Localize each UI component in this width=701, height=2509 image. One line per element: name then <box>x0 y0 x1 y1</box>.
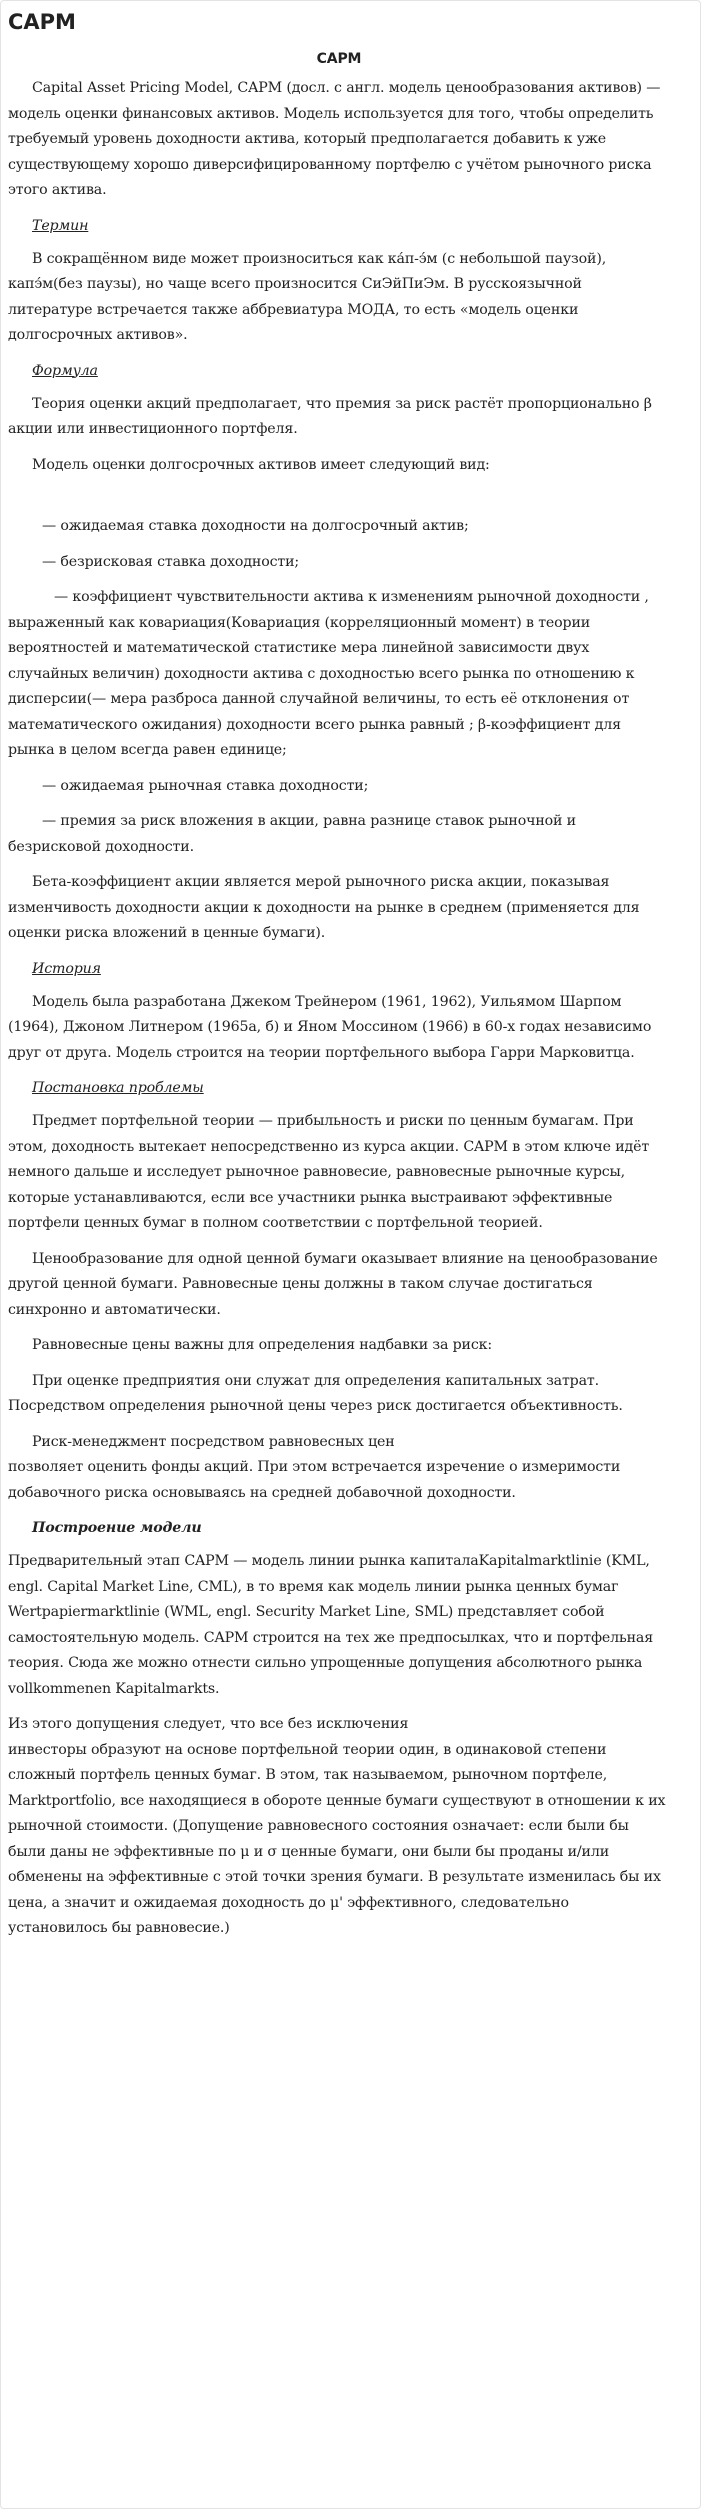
formula-item-beta: — коэффициент чувствительности актива к изменениям рыночной доходности , выраженный как ковариация(Ковариация (корреляционный момент) в теории вероятностей и математической статистике мера линейной зависимости двух случайных величин) доходности актива с доходностью всего рынка по отношению к дисперсии(— мера разброса данной случайной величины, то есть её отклонения от математического ожидания) доходности всего рынка равный ; β-коэффициент для рынка в целом всегда равен единице; <box>8 589 649 758</box>
section-heading-formula: Формула <box>32 362 98 379</box>
page-title: CAPM <box>8 10 76 34</box>
formula-image-gap <box>8 488 670 514</box>
build-paragraph-2b: инвесторы образуют на основе портфельной теории один, в одинаковой степени сложный портфель ценных бумаг. В этом, так называемом, рыночном портфеле, Marktportfolio, все находящиеся в обороте ценные бумаги существуют в отношении к их рыночной стоимости. (Допущение равновесного состояния означает: если были бы были даны не эффективные по μ и σ ценные бумаги, они были бы проданы и/или обменены на эффективные с этой точки зрения бумаги. В результате изменилась бы их цена, а значит и ожидаемая доходность до μ' эффективного, следовательно установилось бы равновесие.) <box>8 1741 666 1936</box>
beta-paragraph: Бета-коэффициент акции является мерой рыночного риска акции, показывая изменчивость доходности акции к доходности на рынке в среднем (применяется для оценки риска вложений в ценные бумаги). <box>8 874 640 941</box>
intro-paragraph: Capital Asset Pricing Model, CAPM (досл. с англ. модель ценообразования активов) — модель оценки финансовых активов. Модель используется для того, чтобы определить требуемый уровень доходности актива, который предполагается добавить к уже существующему хорошо диверсифицированному портфелю с учётом рыночного риска этого актива. <box>8 80 661 198</box>
problem-paragraph-4: При оценке предприятия они служат для определения капитальных затрат. Посредством определения рыночной цены через риск достигается объективность. <box>8 1372 623 1414</box>
problem-paragraph-5a: Риск-менеджмент посредством равновесных цен <box>32 1433 395 1450</box>
document-body <box>8 48 670 1952</box>
formula-item-expected-return: — ожидаемая ставка доходности на долгосрочный актив; <box>42 518 469 534</box>
formula-paragraph-2: Модель оценки долгосрочных активов имеет следующий вид: <box>32 456 490 473</box>
section-heading-problem: Постановка проблемы <box>32 1080 204 1096</box>
problem-paragraph-3: Равновесные цены важны для определения надбавки за риск: <box>32 1337 493 1353</box>
formula-item-market-return: — ожидаемая рыночная ставка доходности; <box>42 777 369 794</box>
section-heading-build: Построение модели <box>32 1520 202 1536</box>
formula-item-premium: — премия за риск вложения в акции, равна разнице ставок рыночной и безрисковой доходности. <box>8 813 576 855</box>
history-paragraph: Модель была разработана Джеком Трейнером (1961, 1962), Уильямом Шарпом (1964), Джоном Литнером (1965a, б) и Яном Моссином (1966) в 60-х годах независимо друг от друга. Модель строится на теории портфельного выбора Гарри Марковитца. <box>8 993 652 1061</box>
build-paragraph-2a: Из этого допущения следует, что все без исключения <box>8 1716 409 1732</box>
problem-paragraph-2: Ценообразование для одной ценной бумаги оказывает влияние на ценообразование другой ценной бумаги. Равновесные цены должны в таком случае достигаться синхронно и автоматически. <box>8 1250 658 1318</box>
formula-item-risk-free: — безрисковая ставка доходности; <box>42 553 300 570</box>
build-paragraph-1: Предварительный этап CAPM — модель линии рынка капиталаKapitalmarktlinie (KML, engl. Capital Market Line, CML), в то время как модель линии рынка ценных бумаг Wertpapiermarktlinie (WML, engl. Security Market Line, SML) представляет собой самостоятельную модель. CAPM строится на тех же предпосылках, что и портфельная теория. Сюда же можно отнести сильно упрощенные допущения абсолютного рынка vollkommenen Kapitalmarkts. <box>8 1553 654 1697</box>
formula-paragraph-1: Теория оценки акций предполагает, что премия за риск растёт пропорционально β акции или инвестиционного портфеля. <box>8 395 652 437</box>
section-heading-history: История <box>32 960 101 977</box>
problem-paragraph-1: Предмет портфельной теории — прибыльность и риски по ценным бумагам. При этом, доходность вытекает непосредственно из курса акции. CAPM в этом ключе идёт немного дальше и исследует рыночное равновесие, равновесные рыночные курсы, которые устанавливаются, если все участники рынка выстраивают эффективные портфели ценных бумаг в полном соответствии с портфельной теорией. <box>8 1113 650 1231</box>
section-heading-term: Термин <box>32 217 89 234</box>
problem-paragraph-5b: позволяет оценить фонды акций. При этом встречается изречение о измеримости добавочного риска основываясь на средней добавочной доходности. <box>8 1459 621 1501</box>
term-paragraph: В сокращённом виде может произноситься как ка́п-э́м (с небольшой паузой), капэ́м(без паузы), но чаще всего произносится СиЭйПиЭм. В русскоязычной литературе встречается также аббревиатура МОДА, то есть «модель оценки долгосрочных активов». <box>8 250 607 343</box>
document-title: CAPM <box>316 51 362 67</box>
